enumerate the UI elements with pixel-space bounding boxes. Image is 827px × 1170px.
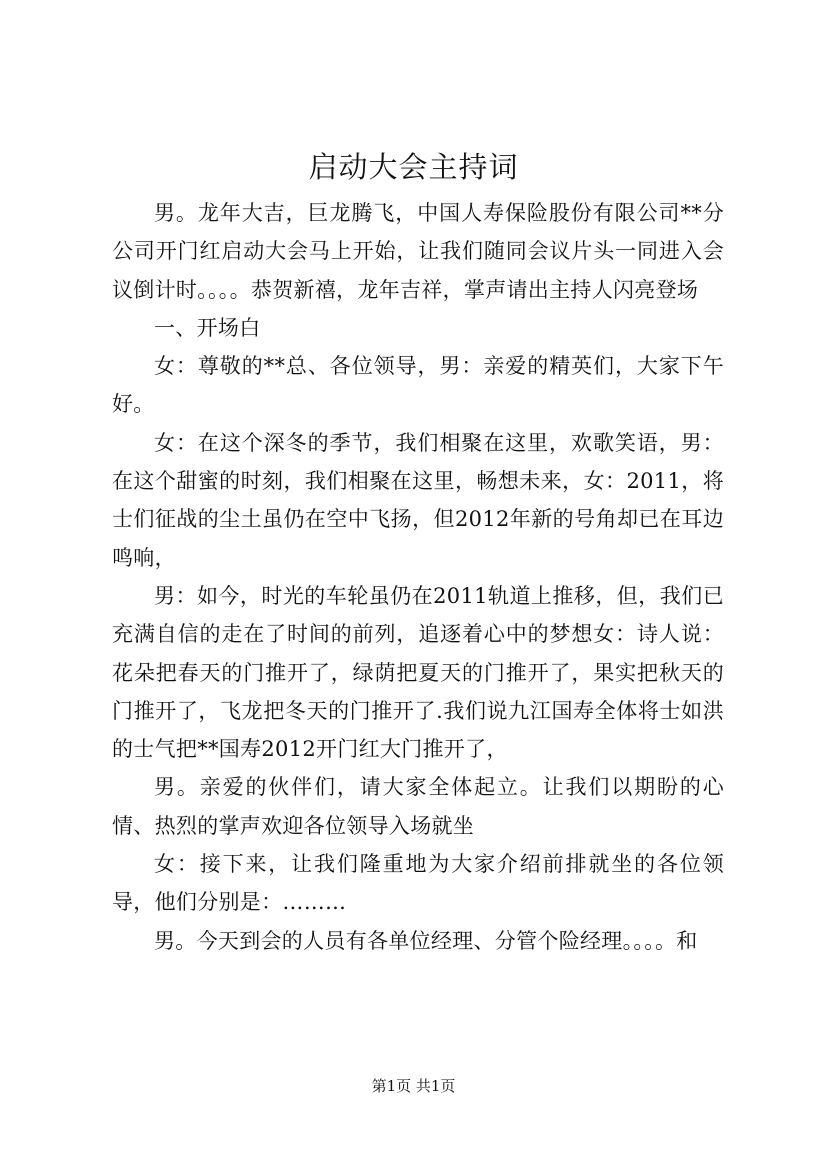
page-footer: 第1页 共1页	[371, 1077, 456, 1095]
paragraph-attendees: 男。今天到会的人员有各单位经理、分管个险经理。。。。和	[154, 928, 698, 953]
paragraph-introduce-leaders: 女：接下来，让我们隆重地为大家介绍前排就坐的各位领导，他们分别是：………	[112, 852, 724, 915]
paragraph-winter-season: 女：在这个深冬的季节，我们相聚在这里，欢歌笑语，男：在这个甜蜜的时刻，我们相聚在这里，畅想未来，女：2011，将士们征战的尘土虽仍在空中飞扬，但2012年新的号角却已在耳边鸣响，	[112, 430, 724, 570]
document-title: 启动大会主持词	[308, 150, 519, 184]
paragraph-wheel-of-time: 男：如今，时光的车轮虽仍在2011轨道上推移，但，我们已充满自信的走在了时间的前列，追逐着心中的梦想女：诗人说：花朵把春天的门推开了，绿荫把夏天的门推开了，果实把秋天的门推开了，飞龙把冬天的门推开了.我们说九江国寿全体将士如洪的士气把**国寿2012开门红大门推开了，	[112, 583, 724, 762]
document-body	[112, 194, 724, 960]
paragraph-opening: 男。龙年大吉，巨龙腾飞，中国人寿保险股份有限公司**分公司开门红启动大会马上开始，让我们随同会议片头一同进入会议倒计时。。。。恭贺新禧，龙年吉祥，掌声请出主持人闪亮登场	[112, 201, 724, 302]
paragraph-welcome-leaders: 男。亲爱的伙伴们，请大家全体起立。让我们以期盼的心情、热烈的掌声欢迎各位领导入场就坐	[112, 775, 724, 838]
section-heading-opening-remarks: 一、开场白	[154, 315, 261, 340]
paragraph-greeting: 女：尊敬的**总、各位领导，男：亲爱的精英们，大家下午好。	[112, 354, 724, 417]
